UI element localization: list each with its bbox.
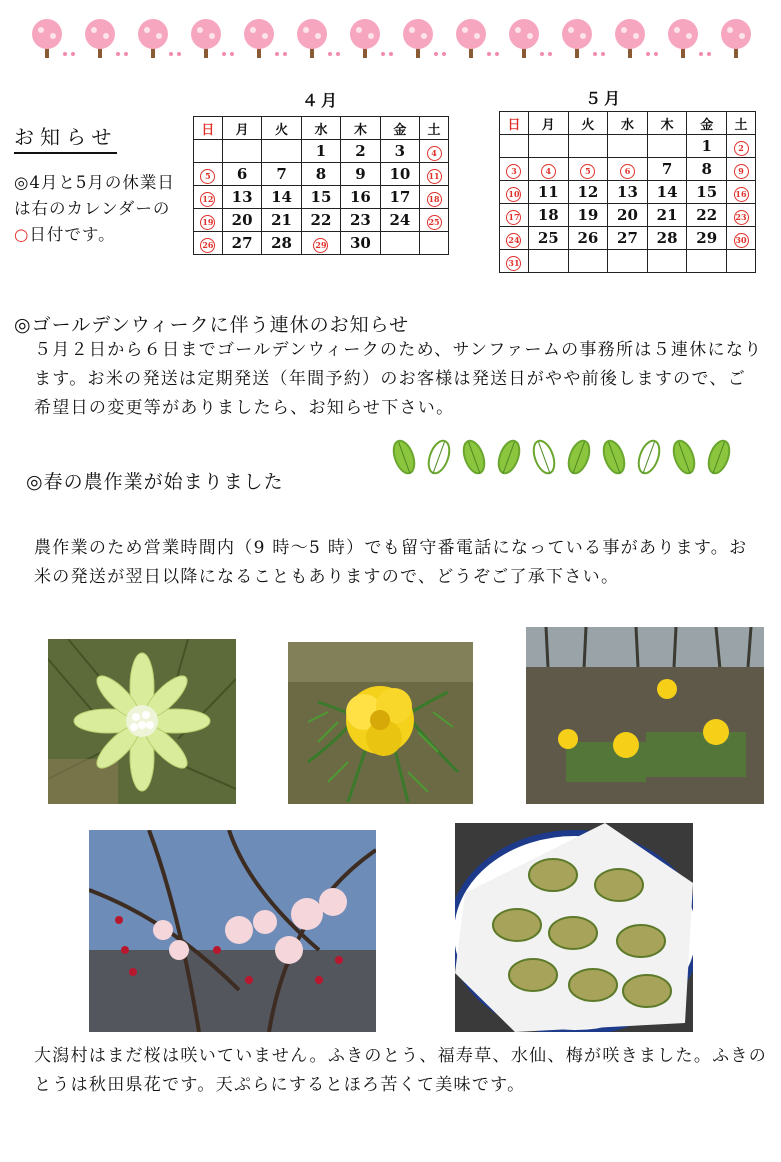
- holiday-day: 4: [427, 146, 442, 161]
- holiday-day: 19: [200, 215, 215, 230]
- notice-text: [14, 170, 178, 248]
- cherry-tree-icon: [668, 19, 698, 49]
- calendar-day: [528, 250, 568, 273]
- day-number: 13: [231, 188, 253, 206]
- holiday-day: 5: [580, 164, 595, 179]
- cherry-tree-icon: [456, 19, 486, 49]
- butterbur-photo: [48, 639, 236, 804]
- weekday-header: 土: [420, 117, 449, 140]
- calendar-day: [727, 135, 756, 158]
- calendar-day: [500, 250, 529, 273]
- weekday-header: 日: [500, 112, 529, 135]
- weekday-header: 金: [687, 112, 727, 135]
- calendar-day: [608, 227, 648, 250]
- april-calendar: [193, 116, 449, 255]
- holiday-day: 11: [427, 169, 442, 184]
- calendar-day: [528, 135, 568, 158]
- holiday-day: 24: [506, 233, 521, 248]
- notice-text-line2: 日付です。: [29, 225, 116, 244]
- cherry-tree-icon: [32, 19, 62, 49]
- farm-title: ◎春の農作業が始まりました: [26, 471, 284, 493]
- day-number: 8: [315, 165, 327, 183]
- day-number: 9: [355, 165, 366, 183]
- holiday-day: 31: [506, 256, 521, 271]
- calendar-day: [687, 250, 727, 273]
- day-number: 29: [696, 229, 718, 247]
- calendar-day: [301, 232, 340, 255]
- calendar-day: [380, 140, 419, 163]
- day-number: 19: [577, 206, 599, 224]
- day-number: 7: [661, 160, 673, 178]
- cherry-tree-icon: [85, 19, 115, 49]
- calendar-day: [380, 232, 419, 255]
- weekday-header: 土: [727, 112, 756, 135]
- calendar-day: [341, 232, 380, 255]
- calendar-day: [727, 181, 756, 204]
- calendar-day: [687, 227, 727, 250]
- calendar-day: [222, 140, 261, 163]
- circle-mark: ○: [14, 225, 30, 244]
- leaf-border-icon: [390, 435, 750, 479]
- calendar-day: [727, 227, 756, 250]
- day-number: 11: [537, 183, 559, 201]
- weekday-header: 木: [647, 112, 687, 135]
- weekday-header: 日: [194, 117, 223, 140]
- calendar-day: [647, 135, 687, 158]
- calendar-day: [262, 140, 301, 163]
- day-number: 20: [617, 206, 638, 224]
- cherry-tree-icon: [244, 19, 274, 49]
- calendar-day: [301, 186, 340, 209]
- day-number: 6: [236, 165, 248, 183]
- holiday-day: 10: [506, 187, 521, 202]
- calendar-day: [608, 158, 648, 181]
- calendar-day: [194, 140, 223, 163]
- photo-caption: 大潟村はまだ桜は咲いていません。ふきのとう、福寿草、水仙、梅が咲きました。ふきのとうは秋田県花です。天ぷらにするとほろ苦くて美味です。: [34, 1046, 768, 1095]
- calendar-day: [262, 209, 301, 232]
- calendar-day: [608, 204, 648, 227]
- gw-text: ５月２日から６日までゴールデンウィークのため、サンファームの事務所は５連休になります。お米の発送は定期発送（年間予約）のお客様は発送日がやや前後しますので、ご希望日の変更等がありましたら、お知らせ下さい。: [34, 340, 763, 418]
- calendar-day: [222, 186, 261, 209]
- day-number: 22: [696, 206, 718, 224]
- calendar-day: [727, 250, 756, 273]
- day-number: 15: [310, 188, 332, 206]
- calendar-day: [647, 181, 687, 204]
- day-number: 7: [276, 165, 287, 183]
- calendar-day: [194, 209, 223, 232]
- holiday-day: 18: [427, 192, 442, 207]
- calendar-day: [301, 163, 340, 186]
- calendar-day: [420, 232, 449, 255]
- calendar-day: [687, 158, 727, 181]
- calendar-day: [528, 181, 568, 204]
- calendar-day: [262, 232, 301, 255]
- calendar-day: [608, 250, 648, 273]
- weekday-header: 水: [608, 112, 648, 135]
- calendar-day: [687, 135, 727, 158]
- day-number: 16: [350, 188, 371, 206]
- calendar-day: [420, 186, 449, 209]
- calendar-day: [500, 204, 529, 227]
- day-number: 8: [701, 160, 712, 178]
- calendar-day: [500, 227, 529, 250]
- day-number: 15: [696, 183, 718, 201]
- calendar-day: [500, 181, 529, 204]
- day-number: 23: [350, 211, 371, 229]
- holiday-day: 6: [620, 164, 635, 179]
- weekday-header: 火: [568, 112, 608, 135]
- day-number: 25: [537, 229, 559, 247]
- holiday-day: 17: [506, 210, 521, 225]
- april-label: ４月: [302, 91, 341, 110]
- holiday-day: 23: [734, 210, 749, 225]
- cherry-tree-icon: [721, 19, 751, 49]
- day-number: 12: [577, 183, 599, 201]
- calendar-day: [222, 232, 261, 255]
- gw-title: ◎ゴールデンウィークに伴う連休のお知らせ: [14, 314, 410, 336]
- calendar-day: [420, 140, 449, 163]
- cherry-tree-icon: [615, 19, 645, 49]
- holiday-day: 26: [200, 238, 215, 253]
- day-number: 18: [537, 206, 559, 224]
- day-number: 13: [617, 183, 638, 201]
- day-number: 2: [355, 142, 366, 160]
- calendar-day: [568, 250, 608, 273]
- calendar-day: [568, 227, 608, 250]
- day-number: 22: [310, 211, 332, 229]
- calendar-day: [500, 135, 529, 158]
- day-number: 26: [577, 229, 599, 247]
- plum-blossom-photo: [89, 830, 376, 1032]
- cherry-tree-icon: [350, 19, 380, 49]
- holiday-day: 16: [734, 187, 749, 202]
- weekday-header: 月: [222, 117, 261, 140]
- holiday-day: 5: [200, 169, 215, 184]
- day-number: 28: [656, 229, 678, 247]
- calendar-day: [420, 163, 449, 186]
- day-number: 20: [231, 211, 253, 229]
- calendar-day: [341, 163, 380, 186]
- calendar-day: [647, 204, 687, 227]
- calendar-day: [727, 204, 756, 227]
- cherry-tree-icon: [403, 19, 433, 49]
- calendar-day: [222, 209, 261, 232]
- calendar-day: [262, 186, 301, 209]
- holiday-day: 3: [506, 164, 521, 179]
- calendar-day: [420, 209, 449, 232]
- notice-heading: お知らせ: [14, 124, 117, 154]
- holiday-day: 2: [734, 141, 749, 156]
- may-label: ５月: [585, 89, 624, 108]
- calendar-day: [380, 209, 419, 232]
- calendar-day: [341, 186, 380, 209]
- adonis-photo: [288, 642, 473, 804]
- holiday-day: 29: [313, 238, 328, 253]
- day-number: 27: [617, 229, 638, 247]
- day-number: 28: [271, 234, 292, 252]
- calendar-day: [568, 135, 608, 158]
- calendar-day: [528, 227, 568, 250]
- calendar-day: [194, 232, 223, 255]
- holiday-day: 25: [427, 215, 442, 230]
- calendar-day: [608, 135, 648, 158]
- tempura-photo: [455, 823, 693, 1032]
- day-number: 3: [394, 142, 406, 160]
- daffodil-photo: [526, 627, 764, 804]
- calendar-day: [647, 227, 687, 250]
- may-calendar: [499, 111, 756, 273]
- cherry-tree-icon: [191, 19, 221, 49]
- day-number: 14: [271, 188, 292, 206]
- calendar-day: [222, 163, 261, 186]
- weekday-header: 水: [301, 117, 340, 140]
- calendar-day: [568, 181, 608, 204]
- cherry-tree-icon: [297, 19, 327, 49]
- calendar-day: [608, 181, 648, 204]
- day-number: 30: [350, 234, 371, 252]
- calendar-day: [301, 140, 340, 163]
- cherry-tree-icon: [138, 19, 168, 49]
- calendar-day: [647, 250, 687, 273]
- calendar-day: [301, 209, 340, 232]
- holiday-day: 9: [734, 164, 749, 179]
- cherry-tree-icon: [509, 19, 539, 49]
- day-number: 1: [315, 142, 327, 160]
- weekday-header: 火: [262, 117, 301, 140]
- day-number: 10: [389, 165, 411, 183]
- weekday-header: 月: [528, 112, 568, 135]
- holiday-day: 30: [734, 233, 749, 248]
- calendar-day: [380, 186, 419, 209]
- day-number: 21: [271, 211, 292, 229]
- calendar-day: [687, 204, 727, 227]
- calendar-day: [262, 163, 301, 186]
- calendar-day: [727, 158, 756, 181]
- cherry-tree-border-icon: [12, 14, 772, 64]
- cherry-tree-icon: [562, 19, 592, 49]
- farm-text: 農作業のため営業時間内（9 時～5 時）でも留守番電話になっている事があります。お米の発送が翌日以降になることもありますので、どうぞご了承下さい。: [34, 538, 748, 587]
- day-number: 27: [231, 234, 253, 252]
- day-number: 14: [656, 183, 678, 201]
- calendar-day: [528, 158, 568, 181]
- calendar-day: [380, 163, 419, 186]
- holiday-day: 4: [541, 164, 556, 179]
- day-number: 24: [389, 211, 411, 229]
- calendar-day: [194, 186, 223, 209]
- calendar-day: [341, 140, 380, 163]
- day-number: 21: [656, 206, 678, 224]
- calendar-day: [341, 209, 380, 232]
- holiday-day: 12: [200, 192, 215, 207]
- calendar-day: [194, 163, 223, 186]
- notice-text-line1: ◎4月と5月の休業日は右のカレンダーの: [14, 173, 175, 218]
- calendar-day: [500, 158, 529, 181]
- calendar-day: [687, 181, 727, 204]
- calendar-day: [568, 158, 608, 181]
- calendar-day: [568, 204, 608, 227]
- calendar-day: [528, 204, 568, 227]
- weekday-header: 金: [380, 117, 419, 140]
- weekday-header: 木: [341, 117, 380, 140]
- calendar-day: [647, 158, 687, 181]
- day-number: 17: [389, 188, 411, 206]
- day-number: 1: [701, 137, 712, 155]
